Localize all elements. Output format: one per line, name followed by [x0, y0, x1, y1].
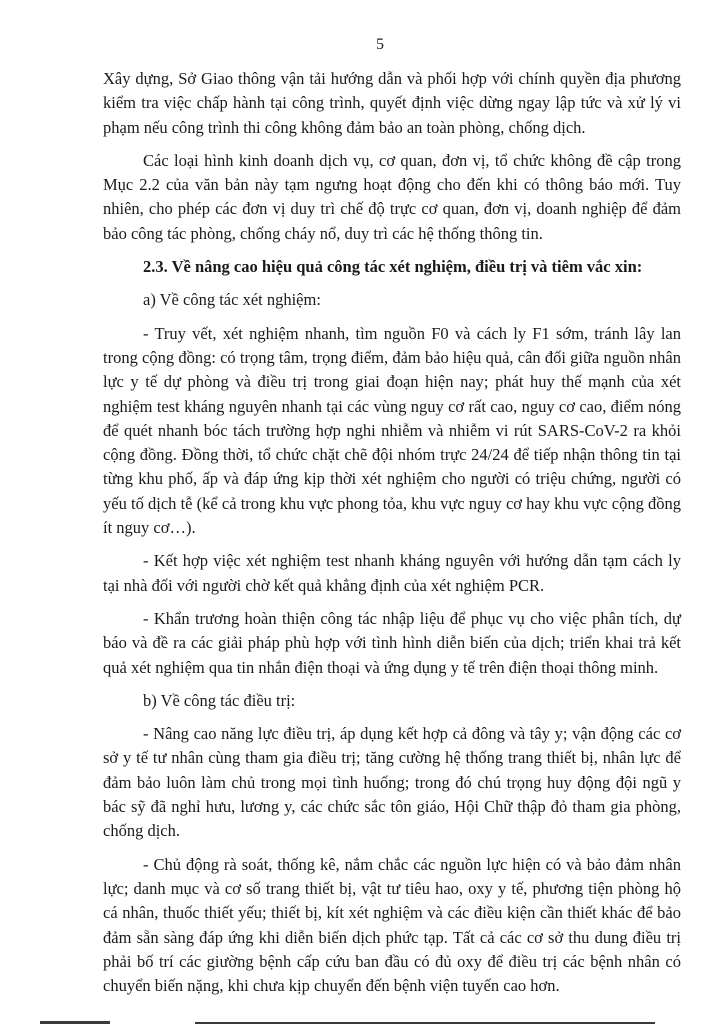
- paragraph-construction-inspection: Xây dựng, Sở Giao thông vận tải hướng dẫn và phối hợp với chính quyền địa phương kiểm tra việc chấp hành tại công trình, quyết định việc dừng ngay lập tức và xử lý vi phạm nếu công trình thi công không đảm bảo an toàn phòng, chống dịch.: [103, 69, 681, 137]
- paragraph-data-entry: - Khẩn trương hoàn thiện công tác nhập liệu để phục vụ cho việc phân tích, dự báo và đề ra các giải pháp phù hợp với tình hình diễn biến của dịch; triển khai trả kết quả xét nghiệm qua tin nhắn điện thoại và ứng dụng y tế trên điện thoại thông minh.: [103, 608, 681, 677]
- paragraph-rapid-test: - Kết hợp việc xét nghiệm test nhanh kháng nguyên với hướng dẫn tạm cách ly tại nhà đối với người chờ kết quả khẳng định của xét nghiệm PCR.: [103, 551, 681, 595]
- page-number: 5: [376, 36, 384, 53]
- paragraph-resource-review: - Chủ động rà soát, thống kê, nắm chắc các nguồn lực hiện có và bảo đảm nhân lực; danh mục và cơ số trang thiết bị, vật tư tiêu hao, oxy y tế, phương tiện phòng hộ cá nhân, thuốc thiết yếu; thiết bị, kít xét nghiệm và các điều kiện cần thiết khác để bảo đảm sẵn sàng đáp ứng khi diễn biến dịch phức tạp. Tất cả các cơ sở thu dung điều trị phải bố trí các giường bệnh cấp cứu ban đầu có đủ oxy để điều trị các bệnh nhân có chuyển biến nặng, khi chưa kịp chuyển đến bệnh viện tuyến cao hơn.: [103, 854, 681, 996]
- section-heading-2-3: 2.3. Về nâng cao hiệu quả công tác xét nghiệm, điều trị và tiêm vắc xin:: [143, 257, 643, 277]
- document-body: [103, 67, 681, 1007]
- paragraph-business-suspension: Các loại hình kinh doanh dịch vụ, cơ quan, đơn vị, tổ chức không đề cập trong Mục 2.2 của văn bản này tạm ngưng hoạt động cho đến khi có thông báo mới. Tuy nhiên, cho phép các đơn vị duy trì chế độ trực cơ quan, đơn vị, doanh nghiệp để đảm bảo công tác phòng, chống cháy nổ, duy trì các hệ thống thông tin.: [103, 150, 681, 243]
- subheading-treatment: b) Về công tác điều trị:: [143, 690, 296, 710]
- paragraph-contact-tracing: - Truy vết, xét nghiệm nhanh, tìm nguồn F0 và cách ly F1 sớm, tránh lây lan trong cộng đồng: có trọng tâm, trọng điểm, đảm bảo hiệu quả, cân đối giữa nguồn nhân lực y tế dự phòng và điều trị trong giai đoạn hiện nay; phát huy thế mạnh của xét nghiệm test kháng nguyên nhanh tại các vùng nguy cơ rất cao, nguy cơ cao, điểm nóng để quét nhanh bóc tách trường hợp nghi nhiễm và nhiễm vi rút SARS-CoV-2 ra khỏi cộng đồng. Đồng thời, tổ chức chặt chẽ đội nhóm trực 24/24 để tiếp nhận thông tin tại từng khu phố, ấp và đáp ứng kịp thời xét nghiệm cho người có triệu chứng, người có yếu tố dịch tễ (kể cả trong khu vực phong tỏa, khu vực nguy cơ hay khu vực cộng đồng ít nguy cơ…).: [103, 323, 681, 538]
- paragraph-treatment-capacity: - Nâng cao năng lực điều trị, áp dụng kết hợp cả đông và tây y; vận động các cơ sở y tế tư nhân cùng tham gia điều trị; tăng cường hệ thống trang thiết bị, nhân lực để đảm bảo luôn làm chủ trong mọi tình huống; trong đó chú trọng huy động đội ngũ y bác sỹ đã nghỉ hưu, lương y, các chức sắc tôn giáo, Hội Chữ thập đỏ tham gia phòng, chống dịch.: [103, 724, 681, 841]
- subheading-testing: a) Về công tác xét nghiệm:: [143, 290, 321, 310]
